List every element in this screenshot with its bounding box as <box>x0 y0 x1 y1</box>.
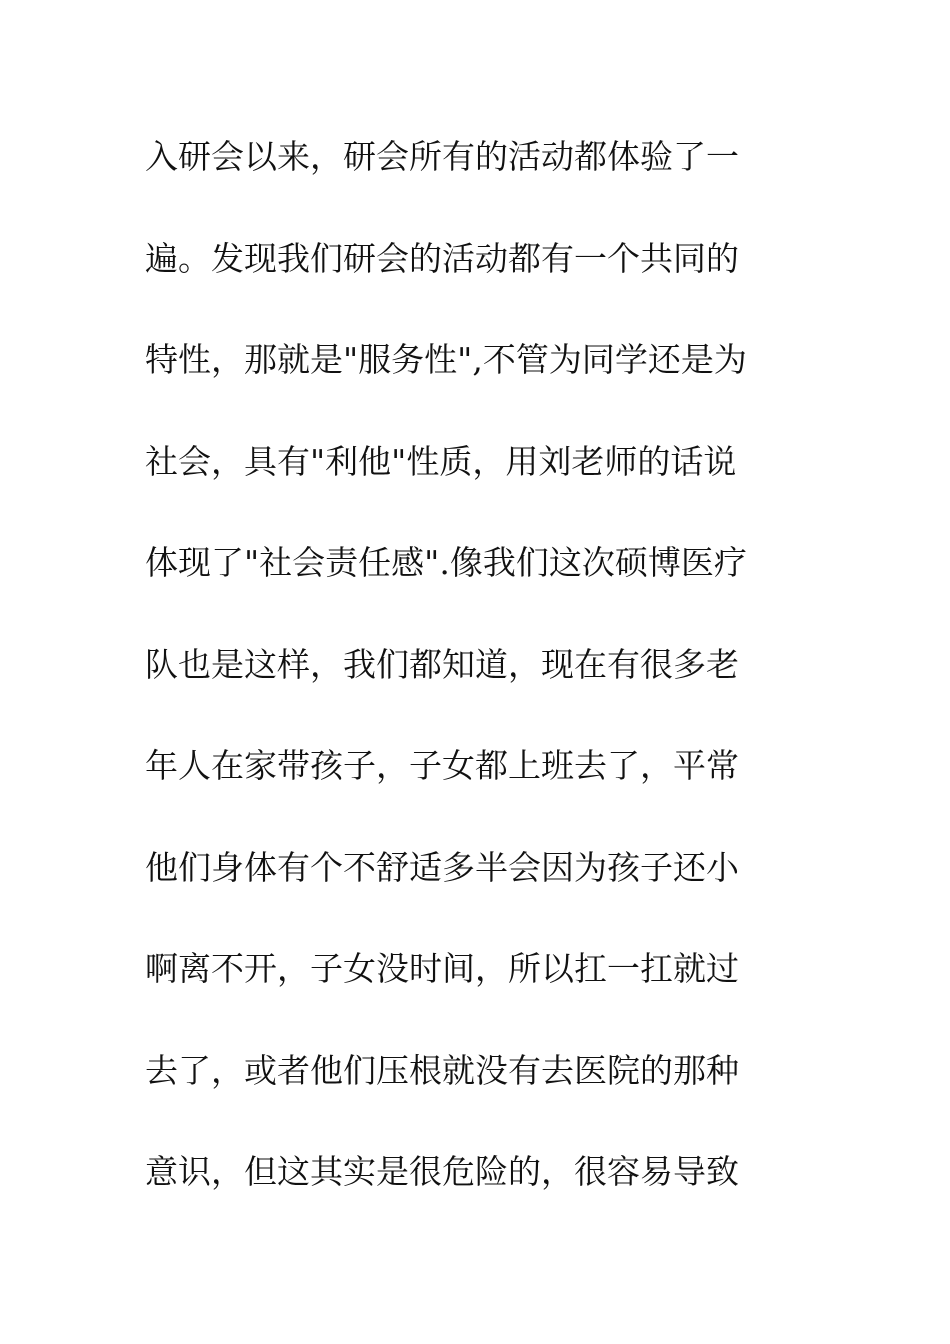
text-line: 意识，但这其实是很危险的，很容易导致 <box>145 1152 739 1191</box>
body-text <box>145 128 825 1245</box>
text-line: 去了，或者他们压根就没有去医院的那种 <box>145 1050 739 1090</box>
text-line: 入研会以来，研会所有的活动都体验了一 <box>145 137 739 176</box>
text-line: 啊离不开，子女没时间，所以扛一扛就过 <box>145 949 739 988</box>
text-line: 他们身体有个不舒适多半会因为孩子还小 <box>145 847 739 887</box>
text-line: 遍。发现我们研会的活动都有一个共同的 <box>145 238 739 278</box>
text-line: 社会，具有"利他"性质，用刘老师的话说 <box>145 441 737 481</box>
text-line: 队也是这样，我们都知道，现在有很多老 <box>145 644 739 684</box>
text-line: 年人在家带孩子，子女都上班去了，平常 <box>145 746 739 785</box>
text-line: 体现了"社会责任感".像我们这次硕博医疗 <box>145 543 747 582</box>
text-line: 特性，那就是"服务性",不管为同学还是为 <box>145 340 747 379</box>
